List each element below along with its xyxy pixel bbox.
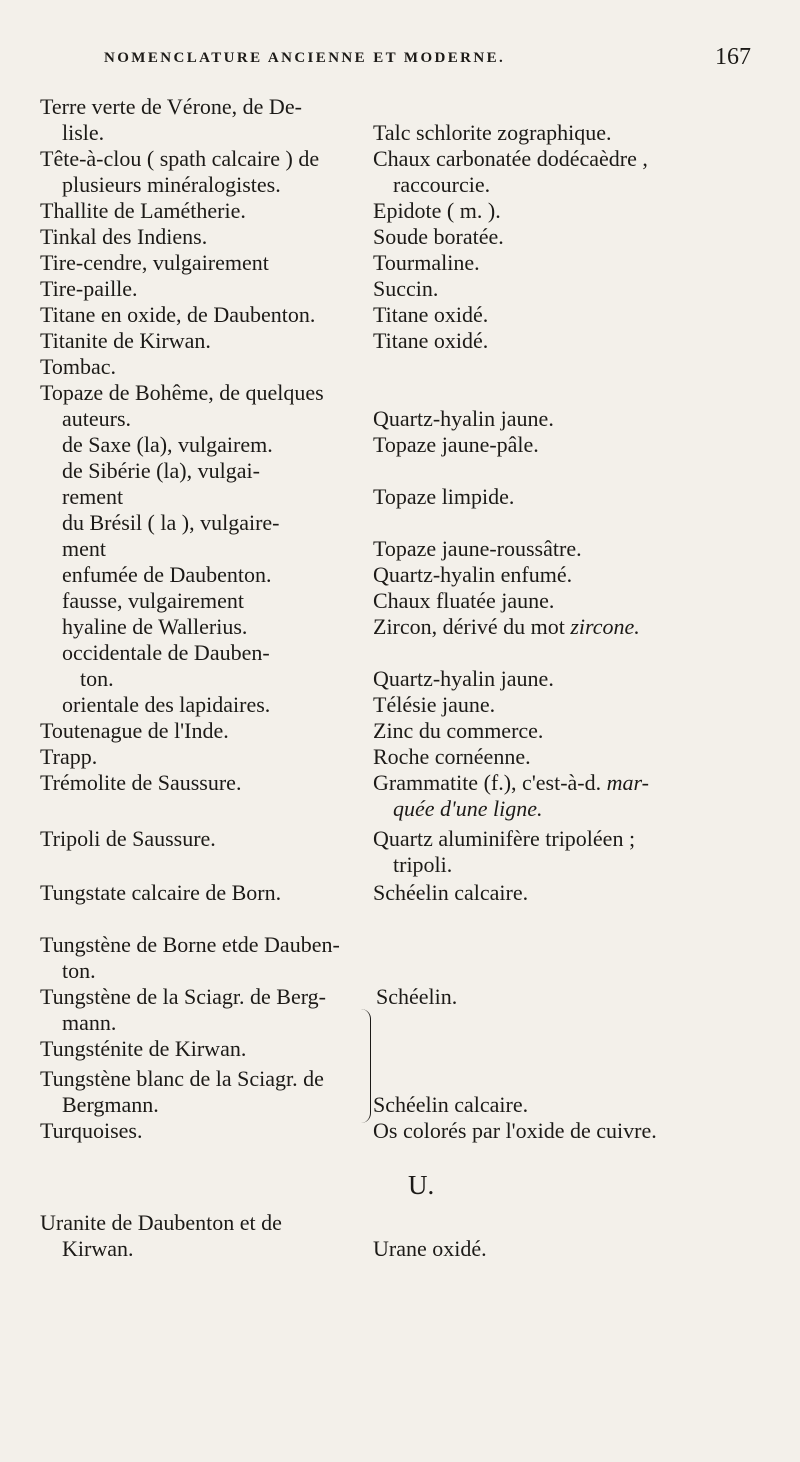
left-entry: du Brésil ( la ), vulgaire- bbox=[62, 510, 280, 535]
left-entry: enfumée de Daubenton. bbox=[62, 562, 272, 587]
left-entry: Titane en oxide, de Daubenton. bbox=[40, 302, 316, 327]
right-entry: Epidote ( m. ). bbox=[373, 198, 501, 223]
left-entry: fausse, vulgairement bbox=[62, 588, 245, 613]
left-entry: Tripoli de Saussure. bbox=[40, 826, 216, 851]
left-entry: Tire-cendre, vulgairement bbox=[40, 250, 269, 275]
right-entry: Urane oxidé. bbox=[373, 1236, 487, 1261]
left-entry: hyaline de Wallerius. bbox=[62, 614, 248, 639]
left-entry: Tungstène de Borne etde Dauben- bbox=[40, 932, 340, 957]
right-entry: Talc schlorite zographique. bbox=[373, 120, 612, 145]
left-entry: de Saxe (la), vulgairem. bbox=[62, 432, 273, 457]
grouping-brace bbox=[358, 1009, 371, 1123]
right-entry: Titane oxidé. bbox=[373, 328, 489, 353]
right-entry: Schéelin. bbox=[376, 984, 458, 1009]
left-entry: Turquoises. bbox=[40, 1118, 143, 1143]
right-entry: Chaux fluatée jaune. bbox=[373, 588, 555, 613]
left-entry: Kirwan. bbox=[62, 1236, 134, 1261]
right-entry: Succin. bbox=[373, 276, 439, 301]
left-entry: Trémolite de Saussure. bbox=[40, 770, 242, 795]
left-entry: Tungstate calcaire de Born. bbox=[40, 880, 282, 905]
right-entry-italic: mar- bbox=[606, 770, 649, 795]
left-entry: Uranite de Daubenton et de bbox=[40, 1210, 282, 1235]
right-entry: Quartz aluminifère tripoléen ; bbox=[373, 826, 636, 851]
left-entry: Tungstène blanc de la Sciagr. de bbox=[40, 1066, 324, 1091]
left-entry: orientale des lapidaires. bbox=[62, 692, 271, 717]
left-entry: ton. bbox=[62, 958, 96, 983]
left-entry: lisle. bbox=[62, 120, 105, 145]
right-entry-text: Zircon, dérivé du mot bbox=[373, 614, 571, 639]
right-entry: Quartz-hyalin jaune. bbox=[373, 666, 554, 691]
right-entry: Titane oxidé. bbox=[373, 302, 489, 327]
left-entry: Bergmann. bbox=[62, 1092, 159, 1117]
right-entry: Télésie jaune. bbox=[373, 692, 496, 717]
right-entry bbox=[373, 770, 649, 796]
left-entry: ton. bbox=[80, 666, 114, 691]
left-entry: auteurs. bbox=[62, 406, 132, 431]
right-entry: Schéelin calcaire. bbox=[373, 880, 529, 905]
left-entry: Tinkal des Indiens. bbox=[40, 224, 208, 249]
right-entry: Chaux carbonatée dodécaèdre , bbox=[373, 146, 648, 171]
right-entry: raccourcie. bbox=[393, 172, 491, 197]
left-entry: ment bbox=[62, 536, 106, 561]
left-entry: Toutenague de l'Inde. bbox=[40, 718, 229, 743]
right-entry: quée d'une ligne. bbox=[393, 796, 543, 821]
left-entry: Tire-paille. bbox=[40, 276, 138, 301]
left-entry: Trapp. bbox=[40, 744, 98, 769]
right-entry: Quartz-hyalin enfumé. bbox=[373, 562, 573, 587]
page-number: 167 bbox=[715, 44, 751, 70]
left-entry: rement bbox=[62, 484, 124, 509]
left-entry: Tungstène de la Sciagr. de Berg- bbox=[40, 984, 326, 1009]
left-entry: Topaze de Bohême, de quelques bbox=[40, 380, 324, 405]
left-entry: Terre verte de Vérone, de De- bbox=[40, 94, 302, 119]
right-entry: Zinc du commerce. bbox=[373, 718, 544, 743]
right-entry: Os colorés par l'oxide de cuivre. bbox=[373, 1118, 657, 1143]
left-entry: Titanite de Kirwan. bbox=[40, 328, 211, 353]
right-entry: Topaze jaune-roussâtre. bbox=[373, 536, 582, 561]
right-entry: Schéelin calcaire. bbox=[373, 1092, 529, 1117]
right-entry: tripoli. bbox=[393, 852, 453, 877]
right-entry: Topaze limpide. bbox=[373, 484, 515, 509]
left-entry: Tête-à-clou ( spath calcaire ) de bbox=[40, 146, 320, 171]
right-entry-italic: zircone. bbox=[570, 614, 640, 639]
section-letter: U. bbox=[408, 1170, 435, 1200]
right-entry: Tourmaline. bbox=[373, 250, 480, 275]
left-entry: Tungsténite de Kirwan. bbox=[40, 1036, 247, 1061]
left-entry: de Sibérie (la), vulgai- bbox=[62, 458, 260, 483]
right-entry: Topaze jaune-pâle. bbox=[373, 432, 539, 457]
right-entry: Soude boratée. bbox=[373, 224, 504, 249]
right-entry: Roche cornéenne. bbox=[373, 744, 531, 769]
left-entry: Tombac. bbox=[40, 354, 117, 379]
left-entry: plusieurs minéralogistes. bbox=[62, 172, 281, 197]
left-entry: occidentale de Dauben- bbox=[62, 640, 270, 665]
left-entry: Thallite de Lamétherie. bbox=[40, 198, 246, 223]
right-entry bbox=[373, 614, 640, 640]
right-entry: Quartz-hyalin jaune. bbox=[373, 406, 554, 431]
running-title: NOMENCLATURE ANCIENNE ET MODERNE. bbox=[104, 50, 506, 66]
right-entry-text: Grammatite (f.), c'est-à-d. bbox=[373, 770, 607, 795]
left-entry: mann. bbox=[62, 1010, 117, 1035]
